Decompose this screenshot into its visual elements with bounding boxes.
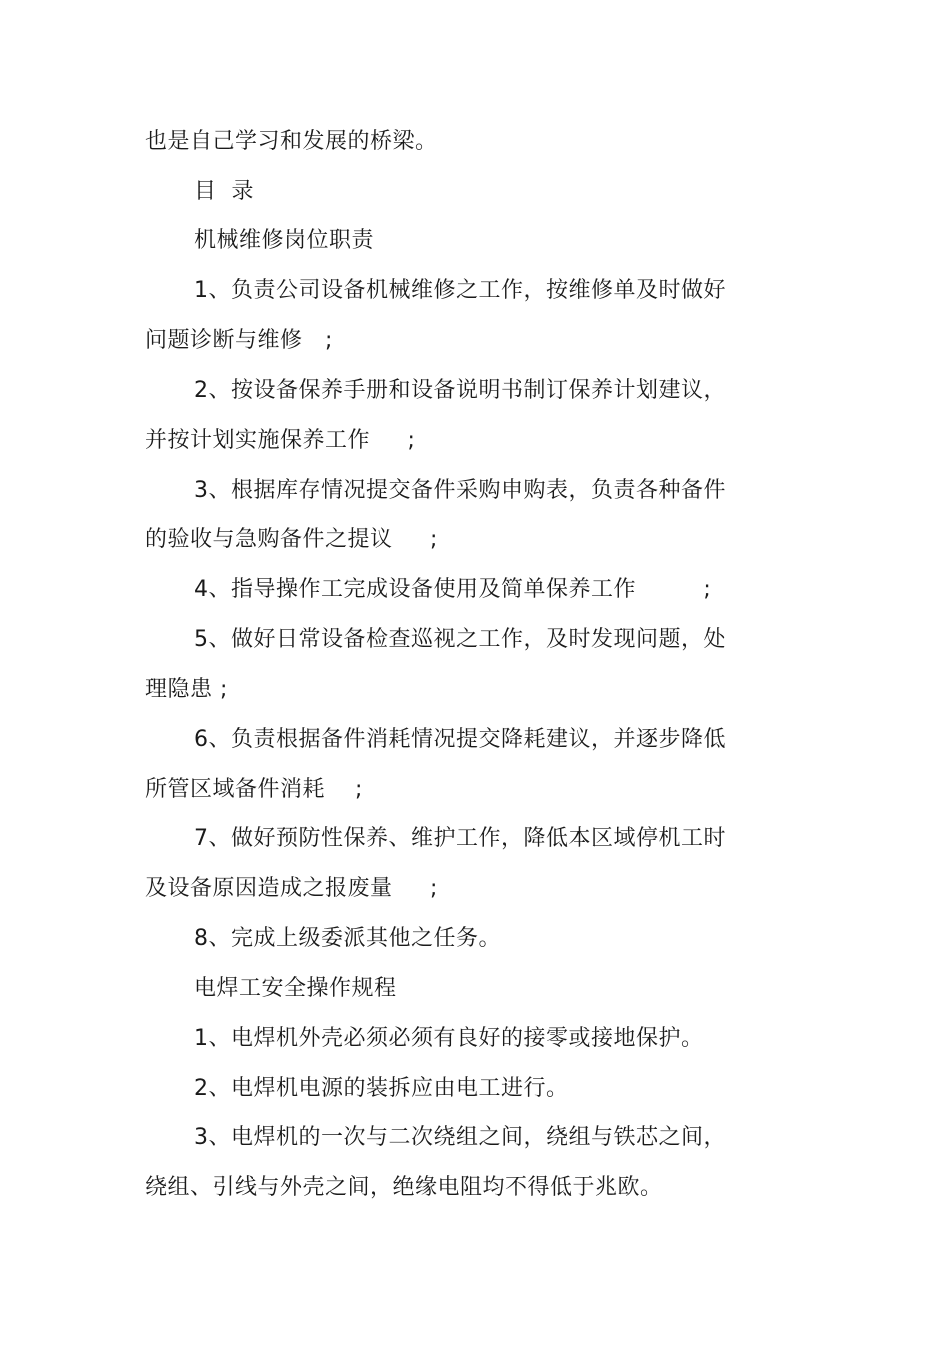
text-line: 理隐患 ; <box>145 677 228 702</box>
text-line: 8、完成上级委派其他之任务。 <box>194 926 501 951</box>
text-line: 7、做好预防性保养、维护工作，降低本区域停机工时 <box>194 826 726 851</box>
text-line: 1、负责公司设备机械维修之工作，按维修单及时做好 <box>194 278 726 303</box>
text-line: 也是自己学习和发展的桥梁。 <box>145 129 438 154</box>
text-line: 所管区域备件消耗 ; <box>145 777 363 802</box>
text-line: 并按计划实施保养工作 ; <box>145 428 416 453</box>
toc-heading: 目 录 <box>194 179 254 204</box>
text-line: 5、做好日常设备检查巡视之工作，及时发现问题，处 <box>194 627 726 652</box>
text-line: 问题诊断与维修 ; <box>145 328 333 353</box>
text-line: 的验收与急购备件之提议 ; <box>145 527 438 552</box>
text-line: 3、根据库存情况提交备件采购申购表，负责各种备件 <box>194 478 726 503</box>
text-line: 1、电焊机外壳必须必须有良好的接零或接地保护。 <box>194 1026 704 1051</box>
text-line: 4、指导操作工完成设备使用及简单保养工作 ; <box>194 577 712 602</box>
text-line: 6、负责根据备件消耗情况提交降耗建议，并逐步降低 <box>194 727 726 752</box>
section-heading-welding-safety: 电焊工安全操作规程 <box>194 976 397 1001</box>
text-line: 2、按设备保养手册和设备说明书制订保养计划建议， <box>194 378 726 403</box>
section-heading-mechanical-maintenance: 机械维修岗位职责 <box>194 228 375 253</box>
text-line: 3、电焊机的一次与二次绕组之间，绕组与铁芯之间， <box>194 1125 726 1150</box>
text-line: 2、电焊机电源的装拆应由电工进行。 <box>194 1076 569 1101</box>
text-line: 及设备原因造成之报废量 ; <box>145 876 438 901</box>
text-line: 绕组、引线与外壳之间，绝缘电阻均不得低于兆欧。 <box>145 1175 663 1200</box>
